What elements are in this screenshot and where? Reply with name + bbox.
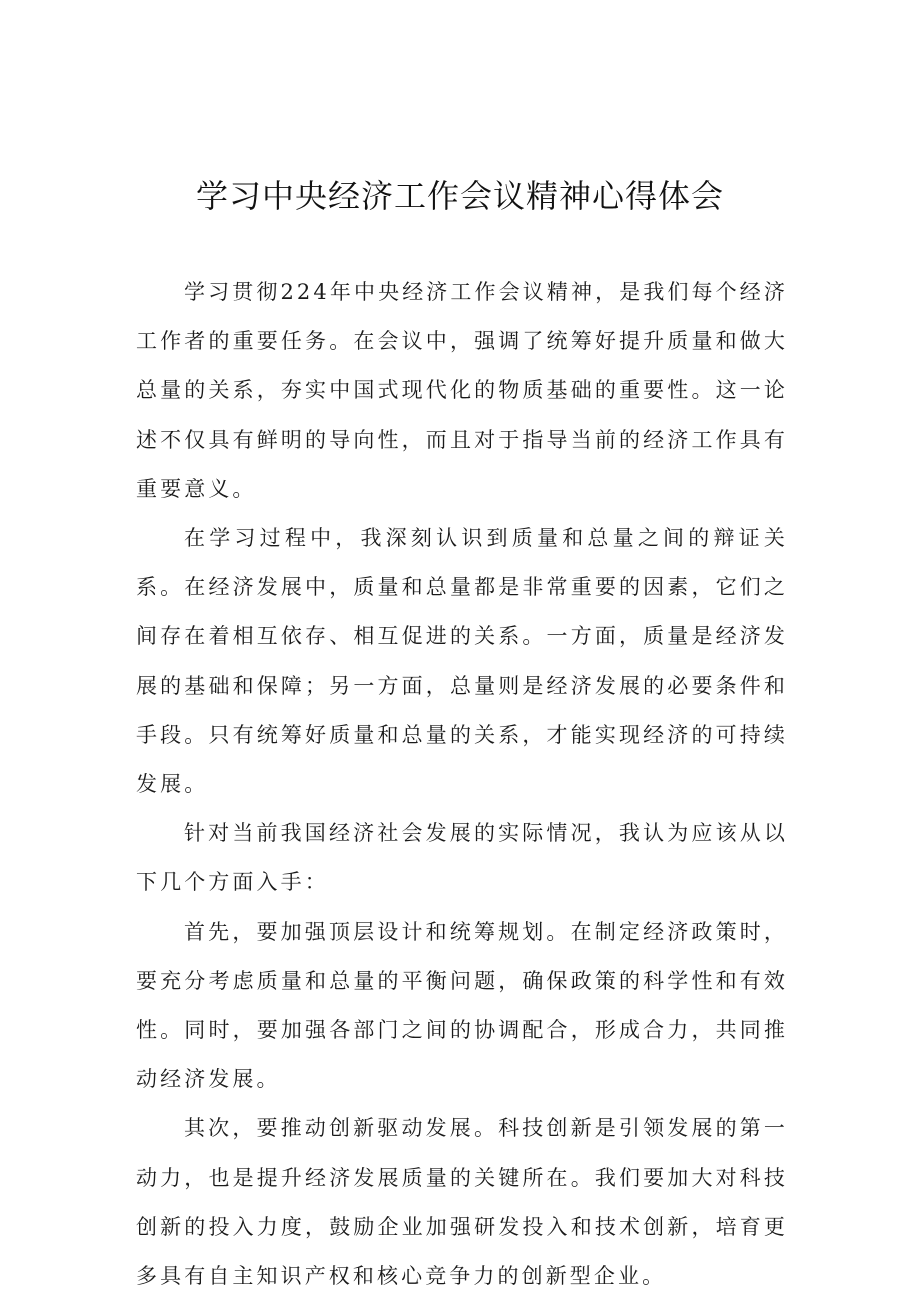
document-body xyxy=(136,268,788,1301)
paragraph-5: 其次，要推动创新驱动发展。科技创新是引领发展的第一动力，也是提升经济发展质量的关键所在。我们要加大对科技创新的投入力度，鼓励企业加强研发投入和技术创新，培育更多具有自主知识产权和核心竞争力的创新型企业。 xyxy=(136,1116,788,1289)
paragraph-3: 针对当前我国经济社会发展的实际情况，我认为应该从以下几个方面入手： xyxy=(136,821,788,895)
document-title: 学习中央经济工作会议精神心得体会 xyxy=(195,177,724,215)
paragraph-1: 学习贯彻224年中央经济工作会议精神，是我们每个经济工作者的重要任务。在会议中，强调了统筹好提升质量和做大总量的关系，夯实中国式现代化的物质基础的重要性。这一论述不仅具有鲜明的导向性，而且对于指导当前的经济工作具有重要意义。 xyxy=(136,280,788,501)
paragraph-4: 首先，要加强顶层设计和统筹规划。在制定经济政策时，要充分考虑质量和总量的平衡问题，确保政策的科学性和有效性。同时，要加强各部门之间的协调配合，形成合力，共同推动经济发展。 xyxy=(136,919,788,1092)
paragraph-2: 在学习过程中，我深刻认识到质量和总量之间的辩证关系。在经济发展中，质量和总量都是非常重要的因素，它们之间存在着相互依存、相互促进的关系。一方面，质量是经济发展的基础和保障；另一方面，总量则是经济发展的必要条件和手段。只有统筹好质量和总量的关系，才能实现经济的可持续发展。 xyxy=(136,526,788,797)
